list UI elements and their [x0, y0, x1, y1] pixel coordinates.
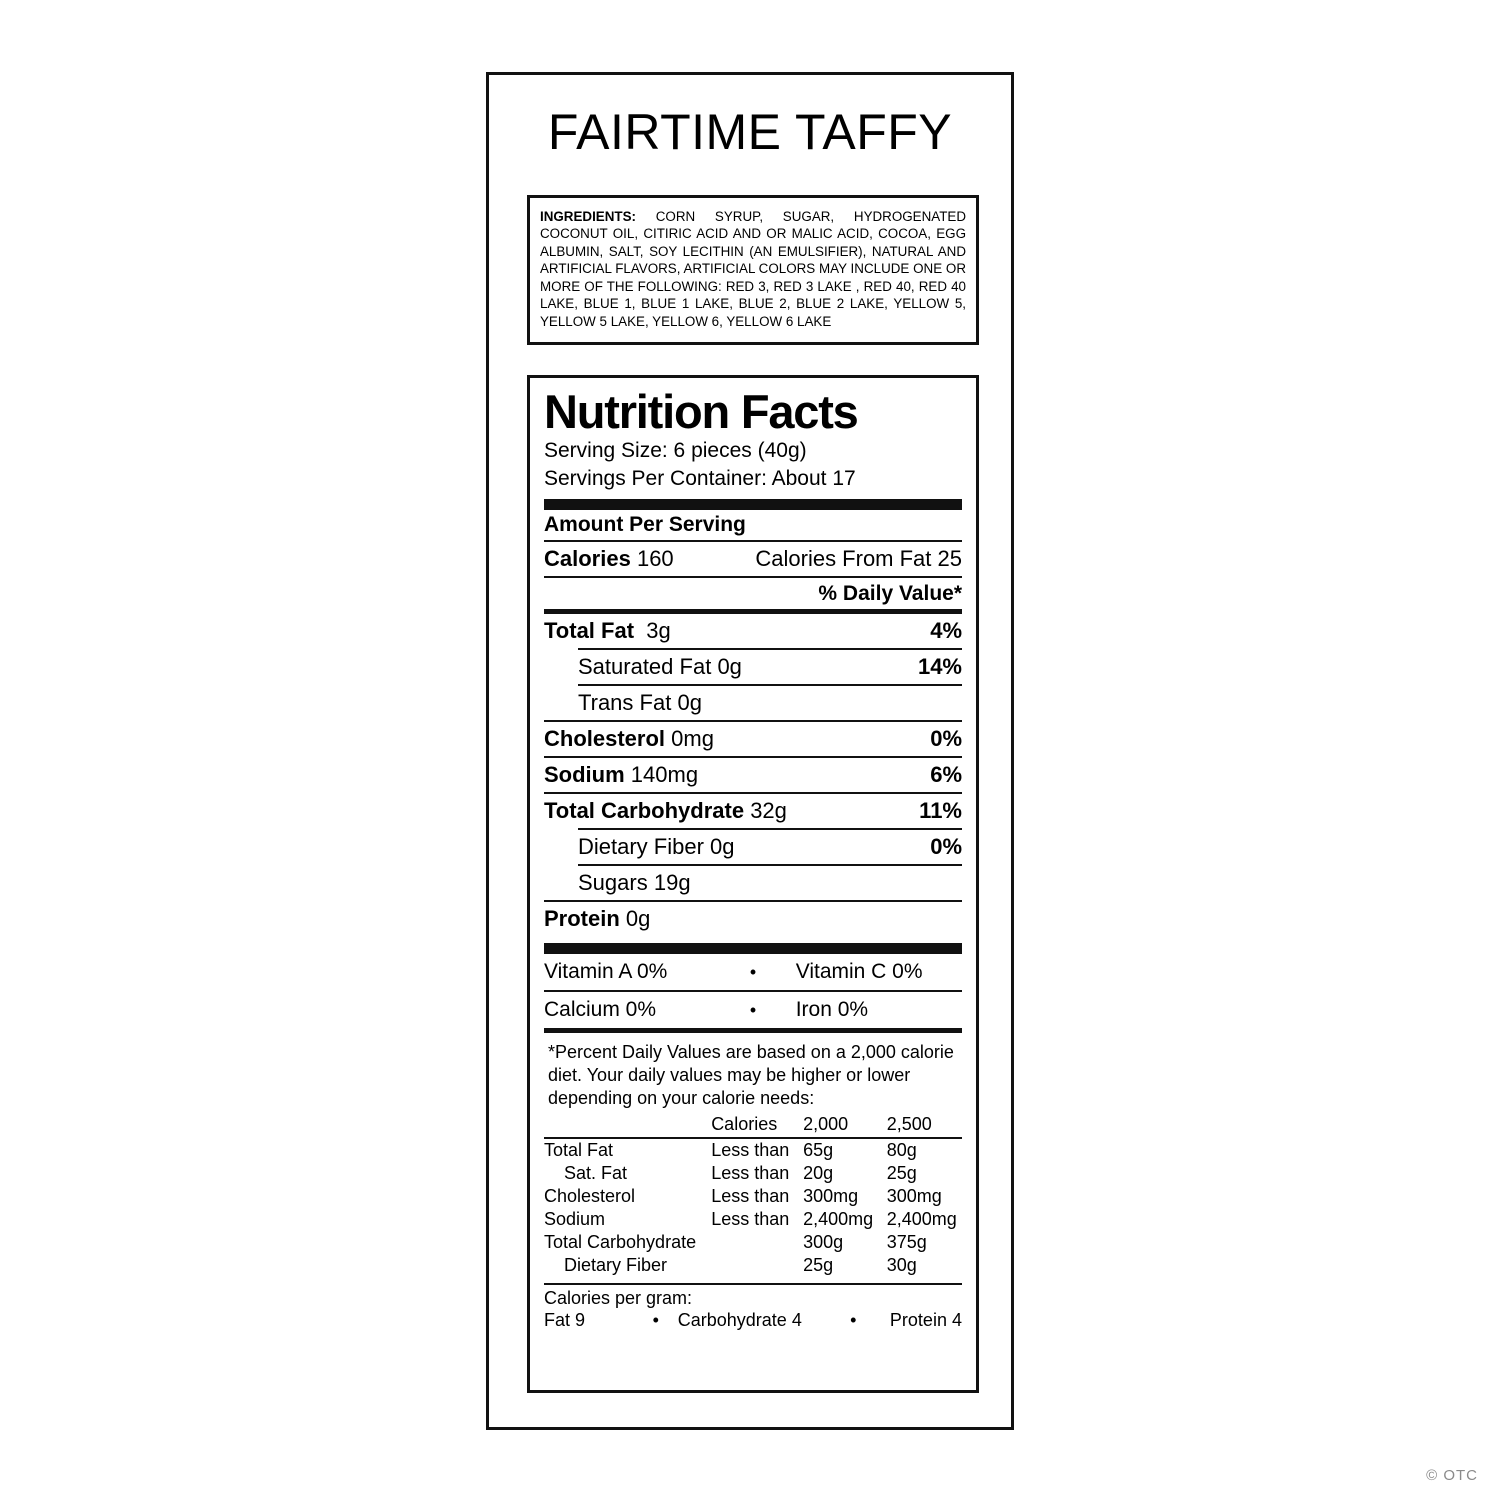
- nutrient-dv: 0%: [930, 834, 962, 860]
- table-row: [544, 992, 962, 1028]
- dv-header-calories: Calories: [711, 1114, 778, 1135]
- table-header-row: [544, 1113, 962, 1137]
- nutrient-label: [544, 798, 787, 824]
- cpg-carbohydrate: Carbohydrate 4: [677, 1310, 802, 1331]
- dv-row-2500: 30g: [886, 1255, 917, 1276]
- nutrient-name: Sugars: [578, 870, 648, 896]
- calories-per-gram-line: [544, 1309, 962, 1331]
- nutrient-rows: [544, 614, 962, 936]
- vitamin-c: Vitamin C 0%: [795, 960, 923, 984]
- dv-row-2000: 25g: [803, 1255, 834, 1276]
- table-row: [544, 954, 962, 990]
- product-label-panel: [486, 72, 1014, 1430]
- calories-left: [544, 546, 674, 572]
- iron: Iron 0%: [795, 998, 869, 1022]
- amount-per-serving-label: Amount Per Serving: [544, 513, 746, 537]
- cpg-fat: Fat 9: [544, 1310, 586, 1331]
- product-title: FAIRTIME TAFFY: [547, 104, 953, 160]
- servings-per-container: Servings Per Container: About 17: [544, 466, 856, 490]
- nutrient-amount: 140mg: [630, 762, 699, 788]
- dv-row-2500: 25g: [886, 1163, 917, 1184]
- nutrient-label: [544, 726, 714, 752]
- nutrient-name: Trans Fat: [578, 690, 672, 716]
- dv-row-qualifier: Less than: [711, 1140, 790, 1161]
- table-row: [544, 1231, 962, 1254]
- nutrient-dv: 11%: [919, 798, 962, 824]
- nutrient-amount: 0g: [625, 906, 651, 932]
- table-row: [544, 1208, 962, 1231]
- table-row: [544, 830, 962, 864]
- nutrient-label: [544, 834, 735, 860]
- dv-row-label: Total Fat: [544, 1140, 614, 1161]
- watermark: © OTC: [1426, 1467, 1478, 1484]
- nutrient-name: Total Carbohydrate: [544, 798, 745, 824]
- nutrient-label: [544, 870, 691, 896]
- daily-value-footnote: *Percent Daily Values are based on a 2,000 calorie diet. Your daily values may be higher or lower depending on your calorie needs:: [548, 1042, 954, 1108]
- dv-row-label: Sat. Fat: [564, 1163, 628, 1184]
- ingredients-body: CORN SYRUP, SUGAR, HYDROGENATED COCONUT OIL, CITIRIC ACID AND OR MALIC ACID, COCOA, EGG ALBUMIN, SALT, SOY LECITHIN (AN EMULSIFIER), NATURAL AND ARTIFICIAL FLAVORS, ARTIFICIAL COLORS MAY INCLUDE ONE OR MORE OF THE FOLLOWING: RED 3, RED 3 LAKE , RED 40, RED 40 LAKE, BLUE 1, BLUE 1 LAKE, BLUE 2, BLUE 2 LAKE, YELLOW 5, YELLOW 5 LAKE, YELLOW 6, YELLOW 6 LAKE: [540, 209, 966, 329]
- dv-row-2500: 80g: [886, 1140, 917, 1161]
- dv-row-2500: 300mg: [886, 1186, 942, 1207]
- nutrient-label: [544, 690, 702, 716]
- dv-row-2500: 2,400mg: [886, 1209, 957, 1230]
- calories-label: Calories: [544, 546, 631, 572]
- nutrient-dv: 4%: [930, 618, 962, 644]
- calories-value: 160: [636, 546, 674, 572]
- nutrient-name: Sodium: [544, 762, 625, 788]
- table-row: [544, 1254, 962, 1277]
- dv-row-2000: 65g: [803, 1140, 834, 1161]
- dv-row-qualifier: [711, 1231, 803, 1254]
- vitamins-section: [544, 954, 962, 1028]
- nutrient-amount: 0g: [677, 690, 702, 716]
- dv-row-qualifier: [711, 1254, 803, 1277]
- table-row: [544, 614, 962, 648]
- calories-per-gram-title: Calories per gram:: [544, 1288, 693, 1309]
- nutrient-amount: 32g: [750, 798, 787, 824]
- divider-thick-vitamins: [544, 943, 962, 954]
- dv-header-blank: [544, 1113, 711, 1137]
- dv-row-2000: 2,400mg: [803, 1209, 874, 1230]
- nutrition-facts-panel: [527, 375, 979, 1393]
- table-row: [544, 758, 962, 792]
- table-row: [544, 1185, 962, 1208]
- bullet-icon: •: [749, 1000, 757, 1021]
- daily-values-rows: [544, 1139, 962, 1277]
- dv-row-2000: 20g: [803, 1163, 834, 1184]
- dv-row-label: Total Carbohydrate: [544, 1232, 697, 1253]
- bullet-icon: •: [850, 1310, 857, 1331]
- nutrient-dv: 6%: [930, 762, 962, 788]
- nutrient-amount: 0g: [717, 654, 742, 680]
- ingredients-text: [540, 208, 966, 330]
- daily-values-table: [544, 1113, 962, 1137]
- nutrient-label: [544, 906, 650, 932]
- table-row: [544, 1162, 962, 1185]
- nutrient-name: Cholesterol: [544, 726, 666, 752]
- table-row: [544, 902, 962, 936]
- table-row: [544, 650, 962, 684]
- nutrient-name: Total Fat: [544, 618, 635, 644]
- nutrient-amount: 0g: [710, 834, 735, 860]
- nutrient-name: Dietary Fiber: [578, 834, 704, 860]
- bullet-icon: •: [652, 1310, 659, 1331]
- nutrient-label: [544, 654, 742, 680]
- calcium: Calcium 0%: [544, 998, 657, 1022]
- table-row: [544, 866, 962, 900]
- nutrient-label: [544, 762, 698, 788]
- bullet-icon: •: [749, 962, 757, 983]
- calories-row: [544, 542, 962, 576]
- nutrient-name: Saturated Fat: [578, 654, 712, 680]
- dv-header-2500: 2,500: [886, 1114, 932, 1135]
- dv-row-qualifier: Less than: [711, 1163, 790, 1184]
- nutrient-name: Protein: [544, 906, 620, 932]
- table-row: [544, 794, 962, 828]
- ingredients-heading: INGREDIENTS:: [540, 209, 636, 224]
- serving-size: Serving Size: 6 pieces (40g): [544, 439, 807, 462]
- dv-row-label: Cholesterol: [544, 1186, 636, 1207]
- ingredients-box: [527, 195, 979, 345]
- dv-header-2000: 2,000: [803, 1114, 849, 1135]
- nutrient-amount: 19g: [653, 870, 691, 896]
- dv-row-label: Dietary Fiber: [564, 1255, 668, 1276]
- nutrition-facts-title: Nutrition Facts: [544, 385, 858, 438]
- nutrient-label: [544, 618, 671, 644]
- dv-row-qualifier: Less than: [711, 1186, 790, 1207]
- dv-row-qualifier: Less than: [711, 1209, 790, 1230]
- nutrient-dv: 14%: [917, 654, 962, 680]
- table-row: [544, 1139, 962, 1162]
- table-row: [544, 686, 962, 720]
- dv-row-2500: 375g: [886, 1232, 927, 1253]
- cpg-protein: Protein 4: [889, 1310, 962, 1331]
- nutrient-dv: 0%: [930, 726, 962, 752]
- table-row: [544, 722, 962, 756]
- nutrient-amount: 3g: [646, 618, 671, 644]
- divider-thick-top: [544, 499, 962, 510]
- dv-row-label: Sodium: [544, 1209, 606, 1230]
- daily-value-header: % Daily Value*: [818, 582, 962, 606]
- dv-row-2000: 300mg: [803, 1186, 859, 1207]
- calories-from-fat: Calories From Fat 25: [755, 546, 962, 572]
- nutrient-amount: 0mg: [671, 726, 714, 752]
- dv-row-2000: 300g: [803, 1232, 844, 1253]
- vitamin-a: Vitamin A 0%: [544, 960, 668, 984]
